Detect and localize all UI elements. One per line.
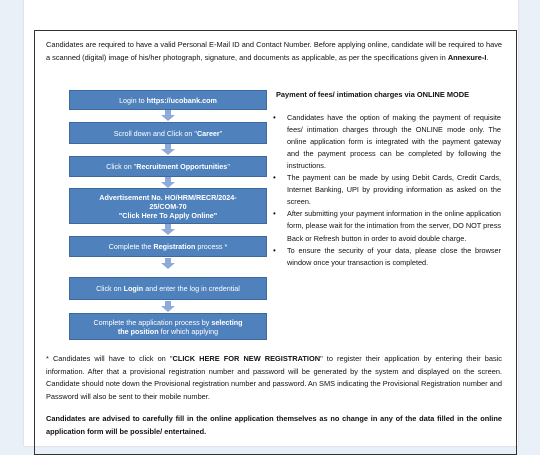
down-arrow-icon bbox=[161, 110, 175, 121]
document-page bbox=[24, 0, 518, 446]
payment-heading: Payment of fees/ intimation charges via ONLINE MODE bbox=[276, 90, 470, 99]
step6-suffix: and enter the log in credential bbox=[143, 284, 240, 293]
flow-step-career bbox=[69, 122, 267, 144]
bullet-text: Candidates have the option of making the payment of requisite fees/ intimation charges through the ONLINE mode only. The online application form is integrated with the payment gateway and the payment process can be completed by following the instructions. bbox=[287, 112, 501, 170]
flow-step-select-position bbox=[69, 313, 267, 340]
flow-step-advertisement bbox=[69, 188, 267, 224]
flow-step-login bbox=[69, 90, 267, 110]
intro-period: . bbox=[486, 52, 489, 62]
down-arrow-icon bbox=[161, 144, 175, 155]
list-item bbox=[269, 112, 501, 172]
down-arrow-icon bbox=[161, 301, 175, 312]
step4-line2: 25/COM-70 bbox=[149, 201, 187, 211]
payment-section bbox=[269, 89, 501, 269]
step1-prefix: Login to bbox=[119, 95, 147, 105]
step4-line3: "Click Here To Apply Online" bbox=[118, 210, 218, 220]
note-suffix: " to register their application by entering their basic information. After that a provisional registration number and password will be generated by the system and displayed on the screen. Candidate should note down the Provisional registration number and password. An SMS indicating the Provisional Registration number and Password will also be sent to their mobile number. bbox=[46, 354, 503, 401]
flow-step-recruitment bbox=[69, 156, 267, 177]
flow-step-login-credential bbox=[69, 277, 267, 300]
down-arrow-icon bbox=[161, 177, 175, 188]
registration-note bbox=[46, 353, 502, 403]
intro-text: Candidates are required to have a valid Personal E-Mail ID and Contact Number. Before applying online, candidate will be required to have a scanned (digital) image of his/her photograph, signature, and documents as applicable, as per the specifications given in bbox=[46, 40, 502, 62]
step5-suffix: process * bbox=[195, 242, 228, 251]
bullet-text: To ensure the security of your data, please close the browser window once your transaction is completed. bbox=[287, 245, 501, 267]
down-arrow-icon bbox=[161, 224, 175, 235]
content-frame bbox=[34, 30, 517, 455]
bullet-text: The payment can be made by using Debit Cards, Credit Cards, Internet Banking, UPI by providing information as asked on the screen. bbox=[287, 173, 501, 207]
step2-prefix: Scroll down and Click on " bbox=[113, 128, 197, 138]
step2-suffix: " bbox=[219, 128, 223, 138]
payment-bullets bbox=[269, 112, 501, 269]
flow-step-registration bbox=[69, 236, 267, 257]
step7-bold2: the position bbox=[117, 326, 159, 336]
step6-prefix: Click on bbox=[96, 284, 124, 293]
step1-url: https://ucobank.com bbox=[146, 95, 217, 105]
step2-bold: Career bbox=[196, 128, 220, 138]
bullet-icon: • bbox=[273, 173, 276, 183]
final-advisory: Candidates are advised to carefully fill in the online application themselves as no change in any of the data filled in the online application form will be possible/ entertained. bbox=[46, 414, 502, 436]
list-item bbox=[269, 245, 501, 269]
step7-suffix: for which applying bbox=[158, 326, 219, 336]
step3-prefix: Click on " bbox=[106, 162, 137, 171]
list-item bbox=[269, 172, 501, 208]
down-arrow-icon bbox=[161, 258, 175, 269]
application-flowchart bbox=[69, 90, 267, 365]
note-prefix: * Candidates will have to click on " bbox=[46, 354, 173, 363]
step3-suffix: " bbox=[227, 162, 230, 171]
bullet-icon: • bbox=[273, 209, 276, 219]
list-item bbox=[269, 208, 501, 244]
bullet-text: After submitting your payment information in the online application form, please wait for the intimation from the server, DO NOT press Back or Refresh button in order to avoid double charge. bbox=[287, 209, 501, 243]
note-bold: CLICK HERE FOR NEW REGISTRATION bbox=[172, 354, 321, 363]
bullet-icon: • bbox=[273, 112, 276, 122]
annexure-reference: Annexure-I bbox=[447, 52, 487, 62]
step7-prefix: Complete the application process by bbox=[93, 317, 212, 327]
step5-bold: Registration bbox=[153, 242, 196, 251]
step5-prefix: Complete the bbox=[108, 242, 154, 251]
step7-bold1: selecting bbox=[211, 317, 243, 327]
step6-bold: Login bbox=[123, 284, 144, 293]
step3-bold: Recruitment Opportunities bbox=[136, 162, 228, 171]
bullet-icon: • bbox=[273, 245, 276, 255]
intro-paragraph bbox=[46, 39, 502, 64]
step4-line1: Advertisement No. HO/HRM/RECR/2024- bbox=[99, 192, 237, 202]
